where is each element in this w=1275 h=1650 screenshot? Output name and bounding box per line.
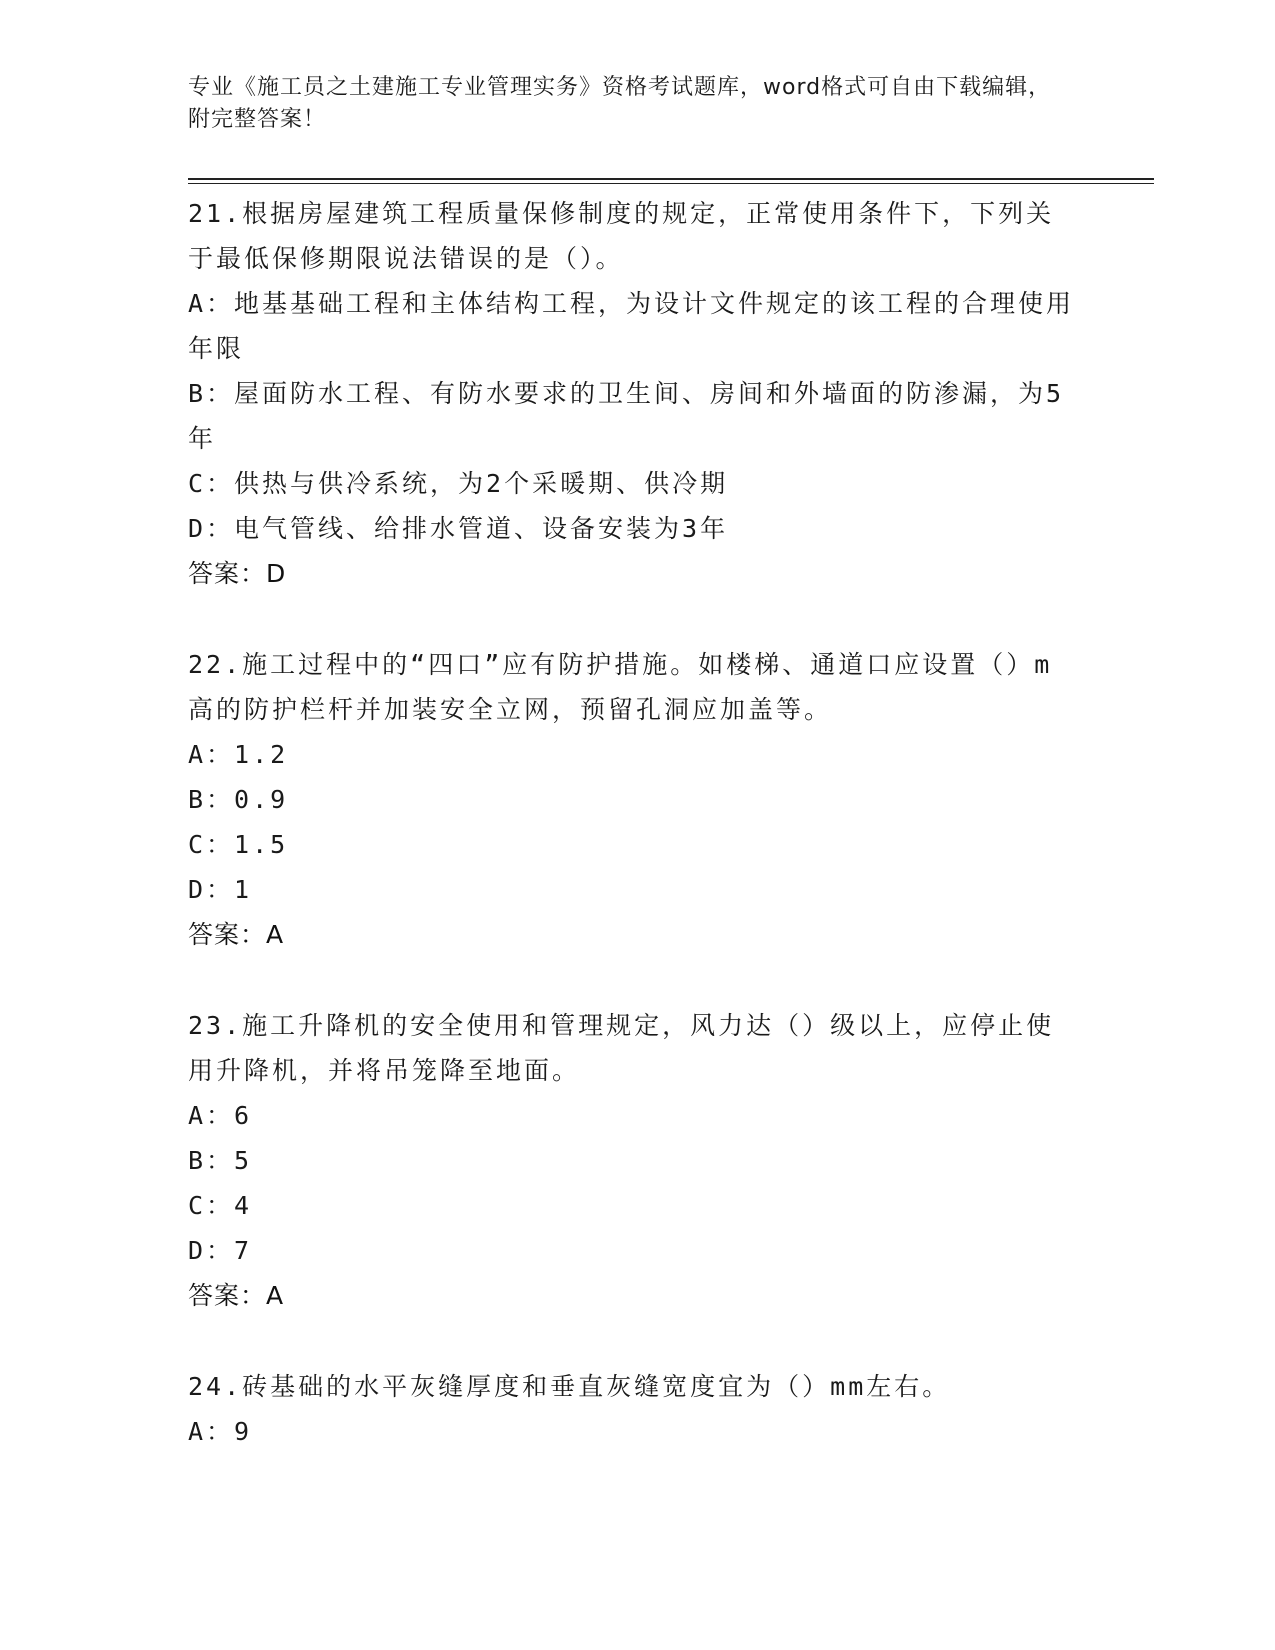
option-b: B：5 (188, 1146, 253, 1175)
question-list (188, 190, 1078, 1454)
header-divider-thin (188, 183, 1154, 184)
option-b: B：0.9 (188, 785, 289, 814)
question-22 (188, 641, 1078, 957)
option-c: C：供热与供冷系统，为2个采暖期、供冷期 (188, 469, 729, 498)
option-d: D：7 (188, 1236, 253, 1265)
option-c: C：1.5 (188, 830, 289, 859)
option-c: C：4 (188, 1191, 253, 1220)
option-d: D：1 (188, 875, 253, 904)
question-21 (188, 190, 1078, 596)
option-a: A：1.2 (188, 740, 289, 769)
option-a: A：6 (188, 1101, 253, 1130)
option-a: A：地基基础工程和主体结构工程，为设计文件规定的该工程的合理使用年限 (188, 289, 1075, 363)
header-divider-thick (188, 178, 1154, 180)
option-a: A：9 (188, 1417, 253, 1446)
answer-label: 答案：A (188, 920, 285, 949)
question-stem: 21.根据房屋建筑工程质量保修制度的规定，正常使用条件下，下列关于最低保修期限说法错误的是（）。 (188, 199, 1055, 273)
question-23 (188, 1002, 1078, 1318)
answer-label: 答案：A (188, 1281, 285, 1310)
question-stem: 22.施工过程中的“四口”应有防护措施。如楼梯、通道口应设置（）m高的防护栏杆并加装安全立网，预留孔洞应加盖等。 (188, 650, 1053, 724)
question-stem: 24.砖基础的水平灰缝厚度和垂直灰缝宽度宜为（）mm左右。 (188, 1372, 951, 1401)
answer-label: 答案：D (188, 559, 287, 588)
document-header: 专业《施工员之土建施工专业管理实务》资格考试题库，word格式可自由下载编辑，附完整答案！ (188, 75, 1052, 132)
option-b: B：屋面防水工程、有防水要求的卫生间、房间和外墙面的防渗漏，为5年 (188, 379, 1065, 453)
option-d: D：电气管线、给排水管道、设备安装为3年 (188, 514, 729, 543)
question-stem: 23.施工升降机的安全使用和管理规定，风力达（）级以上，应停止使用升降机，并将吊笼降至地面。 (188, 1011, 1055, 1085)
question-24 (188, 1363, 1078, 1454)
